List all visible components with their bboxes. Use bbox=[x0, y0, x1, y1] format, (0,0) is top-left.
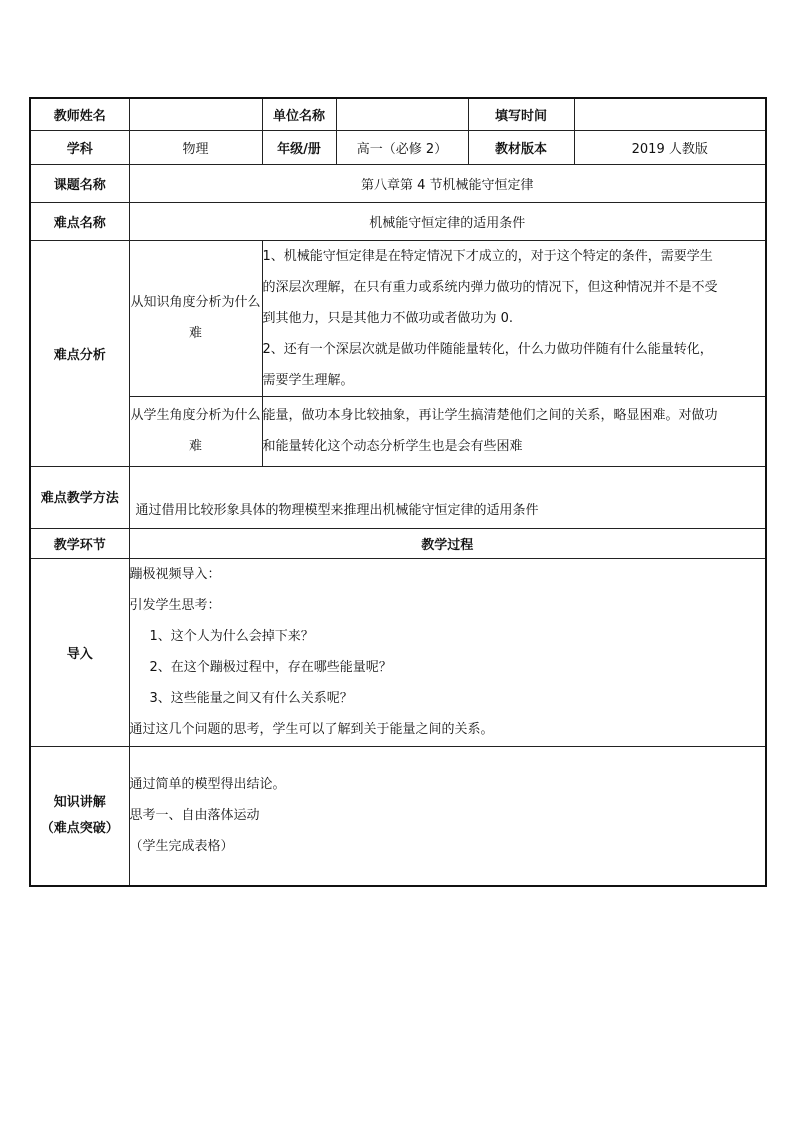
analysis-label: 难点分析 bbox=[30, 240, 129, 466]
lecture-line: （学生完成表格） bbox=[129, 838, 234, 854]
header-row-1 bbox=[30, 98, 766, 130]
lecture-label bbox=[30, 746, 129, 886]
grade-value: 高一（必修 2） bbox=[336, 130, 468, 164]
knowledge-line: 需要学生理解。 bbox=[262, 372, 354, 388]
intro-line: 引发学生思考： bbox=[129, 598, 221, 613]
topic-label: 课题名称 bbox=[30, 164, 129, 202]
intro-question: 2、在这个蹦极过程中，存在哪些能量呢？ bbox=[149, 660, 392, 675]
analysis-knowledge-row bbox=[30, 240, 766, 396]
lecture-line: 通过简单的模型得出结论。 bbox=[129, 776, 286, 792]
subject-label: 学科 bbox=[30, 130, 129, 164]
teacher-name-value bbox=[129, 98, 262, 130]
teacher-name-label: 教师姓名 bbox=[30, 98, 129, 130]
student-angle-text bbox=[262, 396, 766, 466]
method-value: 通过借用比较形象具体的物理模型来推理出机械能守恒定律的适用条件 bbox=[129, 466, 766, 528]
knowledge-angle-label: 从知识角度分析为什么难 bbox=[129, 240, 262, 396]
intro-question: 1、这个人为什么会掉下来？ bbox=[149, 629, 314, 644]
intro-question: 3、这些能量之间又有什么关系呢？ bbox=[149, 691, 353, 706]
unit-name-value bbox=[336, 98, 468, 130]
knowledge-line: 1、机械能守恒定律是在特定情况下才成立的，对于这个特定的条件，需要学生 bbox=[262, 248, 713, 264]
knowledge-line: 的深层次理解，在只有重力或系统内弹力做功的情况下，但这种情况并不是不受 bbox=[262, 279, 718, 295]
intro-line: 通过这几个问题的思考，学生可以了解到关于能量之间的关系。 bbox=[129, 722, 494, 737]
process-header-row bbox=[30, 528, 766, 558]
intro-content bbox=[129, 558, 766, 746]
student-angle-label: 从学生角度分析为什么难 bbox=[129, 396, 262, 466]
difficulty-label: 难点名称 bbox=[30, 202, 129, 240]
method-row bbox=[30, 466, 766, 528]
header-row-2 bbox=[30, 130, 766, 164]
lecture-label-line2: （难点突破） bbox=[40, 820, 119, 836]
intro-line: 蹦极视频导入： bbox=[129, 567, 221, 582]
lecture-line: 思考一、自由落体运动 bbox=[129, 807, 260, 823]
method-label: 难点教学方法 bbox=[30, 466, 129, 528]
topic-value: 第八章第 4 节机械能守恒定律 bbox=[129, 164, 766, 202]
process-header-label: 教学过程 bbox=[129, 528, 766, 558]
knowledge-angle-text bbox=[262, 240, 766, 396]
knowledge-line: 2、还有一个深层次就是做功伴随能量转化，什么力做功伴随有什么能量转化， bbox=[262, 341, 713, 357]
lecture-content bbox=[129, 746, 766, 886]
student-line: 和能量转化这个动态分析学生也是会有些困难 bbox=[262, 439, 523, 454]
stage-header-label: 教学环节 bbox=[30, 528, 129, 558]
unit-name-label: 单位名称 bbox=[262, 98, 336, 130]
topic-row bbox=[30, 164, 766, 202]
lesson-plan-table bbox=[29, 97, 767, 887]
fill-date-value bbox=[574, 98, 766, 130]
student-line: 能量，做功本身比较抽象，再让学生搞清楚他们之间的关系，略显困难。对做功 bbox=[262, 408, 718, 423]
grade-label: 年级/册 bbox=[262, 130, 336, 164]
edition-value: 2019 人教版 bbox=[574, 130, 766, 164]
lecture-row bbox=[30, 746, 766, 886]
lecture-label-line1: 知识讲解 bbox=[53, 794, 106, 810]
difficulty-value: 机械能守恒定律的适用条件 bbox=[129, 202, 766, 240]
edition-label: 教材版本 bbox=[468, 130, 574, 164]
intro-row bbox=[30, 558, 766, 746]
knowledge-line: 到其他力，只是其他力不做功或者做功为 0. bbox=[262, 310, 514, 326]
analysis-student-row bbox=[30, 396, 766, 466]
subject-value: 物理 bbox=[129, 130, 262, 164]
difficulty-row bbox=[30, 202, 766, 240]
intro-label: 导入 bbox=[30, 558, 129, 746]
fill-date-label: 填写时间 bbox=[468, 98, 574, 130]
